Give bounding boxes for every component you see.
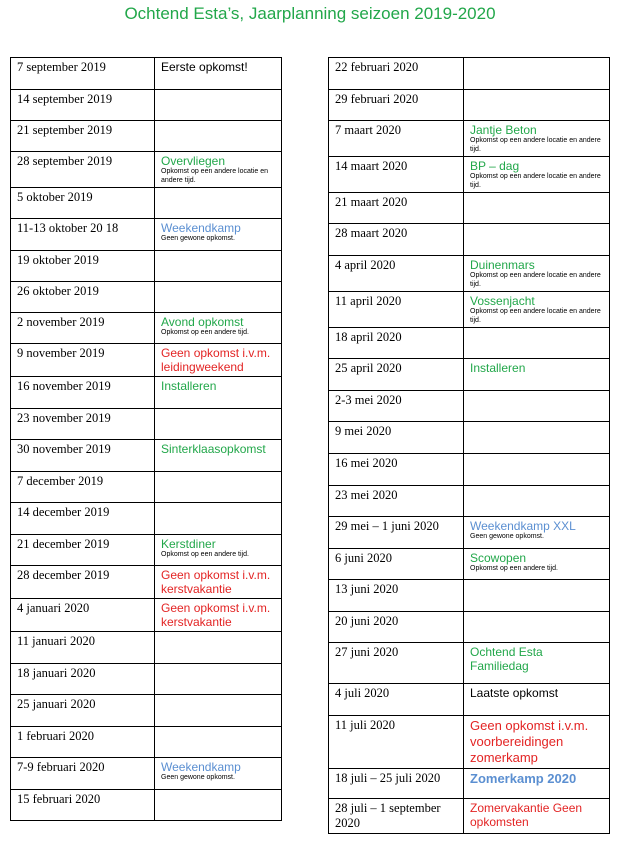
date-cell: 16 november 2019 [11,377,155,409]
date-cell: 2-3 mei 2020 [329,391,464,422]
table-row [11,219,282,251]
event-note: Opkomst op een andere locatie en andere tijd. [161,168,269,184]
table-row [11,152,282,188]
event-label: Zomerkamp 2020 [470,771,577,786]
date-cell: 18 januari 2020 [11,664,155,695]
table-row [329,643,610,684]
table-row [329,391,610,422]
date-cell: 28 december 2019 [11,566,155,599]
date-cell: 27 juni 2020 [329,643,464,684]
event-cell [155,790,282,821]
table-row [329,454,610,486]
table-row [11,790,282,821]
event-cell [464,799,610,834]
event-label: Weekendkamp XXL [470,519,576,533]
event-note: Geen gewone opkomst. [161,774,235,781]
event-cell [155,566,282,599]
event-cell [155,58,282,90]
event-cell [464,90,610,121]
event-cell [155,251,282,282]
event-label: Duinenmars [470,258,535,272]
event-note: Geen gewone opkomst. [161,235,235,242]
event-note: Opkomst op een andere tijd. [161,551,249,558]
event-label: Eerste opkomst! [161,60,248,74]
event-cell [155,152,282,188]
table-row [329,193,610,224]
date-cell: 11 januari 2020 [11,632,155,664]
event-label: Avond opkomst [161,315,244,329]
event-note: Opkomst op een andere tijd. [470,565,558,572]
table-row [329,224,610,256]
table-row [329,90,610,121]
date-cell: 4 april 2020 [329,256,464,292]
event-cell [464,224,610,256]
table-row [11,695,282,727]
event-label: Ochtend Esta Familiedag [470,645,543,673]
date-cell: 11-13 oktober 20 18 [11,219,155,251]
event-cell [155,632,282,664]
date-cell: 29 mei – 1 juni 2020 [329,517,464,549]
date-cell: 9 mei 2020 [329,422,464,454]
date-cell: 21 september 2019 [11,121,155,152]
date-cell: 2 november 2019 [11,313,155,344]
event-label: Zomervakantie Geen opkomsten [470,801,583,829]
table-row [11,377,282,409]
date-cell: 14 maart 2020 [329,157,464,193]
event-cell [464,121,610,157]
event-label: Vossenjacht [470,294,535,308]
event-label: Sinterklaasopkomst [161,442,266,456]
event-cell [464,716,610,769]
table-row [329,716,610,769]
date-cell: 16 mei 2020 [329,454,464,486]
table-row [11,758,282,790]
event-cell [155,758,282,790]
event-cell [464,684,610,716]
schedule-table-left [10,57,282,821]
table-row [11,344,282,377]
date-cell: 5 oktober 2019 [11,188,155,219]
table-row [329,580,610,612]
event-cell [155,695,282,727]
event-cell [464,612,610,643]
date-cell: 23 november 2019 [11,409,155,440]
event-cell [464,486,610,517]
event-label: Weekendkamp [161,760,241,774]
event-label: BP – dag [470,159,520,173]
table-row [11,727,282,758]
event-cell [155,188,282,219]
event-cell [464,328,610,359]
date-cell: 14 december 2019 [11,503,155,535]
event-cell [464,454,610,486]
event-label: Geen opkomst i.v.m. kerstvakantie [161,568,271,596]
event-cell [155,440,282,472]
event-cell [155,727,282,758]
event-cell [155,472,282,503]
event-label: Installeren [161,379,217,393]
date-cell: 25 januari 2020 [11,695,155,727]
date-cell: 29 februari 2020 [329,90,464,121]
event-note: Opkomst op een andere locatie en andere tijd. [470,137,601,153]
table-row [11,313,282,344]
table-row [329,486,610,517]
event-cell [464,422,610,454]
table-row [11,58,282,90]
date-cell: 4 januari 2020 [11,599,155,632]
page-title: Ochtend Esta’s, Jaarplanning seizoen 2019-2020 [124,4,496,23]
event-cell [464,643,610,684]
table-row [11,90,282,121]
date-cell: 18 april 2020 [329,328,464,359]
date-cell: 7-9 februari 2020 [11,758,155,790]
event-cell [464,769,610,799]
event-cell [155,313,282,344]
event-cell [155,664,282,695]
event-note: Opkomst op een andere locatie en andere tijd. [470,272,601,288]
date-cell: 28 september 2019 [11,152,155,188]
event-cell [464,256,610,292]
table-row [329,517,610,549]
date-cell: 20 juni 2020 [329,612,464,643]
event-cell [155,344,282,377]
table-row [11,251,282,282]
table-row [329,121,610,157]
date-cell: 18 juli – 25 juli 2020 [329,769,464,799]
event-label: Geen opkomst i.v.m. leidingweekend [161,346,271,374]
event-label: Overvliegen [161,154,226,168]
table-row [11,503,282,535]
table-row [11,409,282,440]
date-cell: 4 juli 2020 [329,684,464,716]
date-cell: 7 december 2019 [11,472,155,503]
table-row [11,664,282,695]
table-row [11,188,282,219]
table-row [329,256,610,292]
table-row [329,612,610,643]
table-row [11,282,282,313]
event-cell [155,90,282,121]
table-row [329,422,610,454]
event-label: Jantje Beton [470,123,537,137]
table-row [329,359,610,391]
event-cell [155,599,282,632]
event-cell [464,58,610,90]
date-cell: 15 februari 2020 [11,790,155,821]
date-cell: 26 oktober 2019 [11,282,155,313]
schedule-table-right [328,57,610,834]
event-cell [155,377,282,409]
event-cell [155,535,282,566]
event-label: Weekendkamp [161,221,241,235]
event-note: Opkomst op een andere locatie en andere tijd. [470,308,601,324]
date-cell: 7 september 2019 [11,58,155,90]
table-row [329,769,610,799]
table-row [11,599,282,632]
table-row [329,157,610,193]
date-cell: 1 februari 2020 [11,727,155,758]
table-row [11,566,282,599]
date-cell: 23 mei 2020 [329,486,464,517]
event-cell [155,409,282,440]
event-cell [464,157,610,193]
event-cell [464,359,610,391]
date-cell: 22 februari 2020 [329,58,464,90]
event-label: Installeren [470,361,526,375]
date-cell: 25 april 2020 [329,359,464,391]
date-cell: 21 maart 2020 [329,193,464,224]
event-cell [464,292,610,328]
event-label: Scowopen [470,551,527,565]
table-row [329,328,610,359]
table-row [329,58,610,90]
date-cell: 19 oktober 2019 [11,251,155,282]
event-cell [155,219,282,251]
event-note: Geen gewone opkomst. [470,533,544,540]
table-row [11,121,282,152]
date-cell: 13 juni 2020 [329,580,464,612]
date-cell: 30 november 2019 [11,440,155,472]
table-row [329,292,610,328]
date-cell: 21 december 2019 [11,535,155,566]
event-cell [155,503,282,535]
event-note: Opkomst op een andere tijd. [161,329,249,336]
event-label: Geen opkomst i.v.m. kerstvakantie [161,601,271,629]
table-row [329,799,610,834]
date-cell: 6 juni 2020 [329,549,464,580]
event-cell [464,193,610,224]
table-row [329,684,610,716]
date-cell: 7 maart 2020 [329,121,464,157]
date-cell: 28 juli – 1 september 2020 [329,799,464,834]
date-cell: 11 april 2020 [329,292,464,328]
table-row [11,440,282,472]
event-label: Laatste opkomst [470,686,559,700]
date-cell: 28 maart 2020 [329,224,464,256]
date-cell: 14 september 2019 [11,90,155,121]
event-cell [155,121,282,152]
event-cell [464,580,610,612]
date-cell: 9 november 2019 [11,344,155,377]
table-row [11,632,282,664]
date-cell: 11 juli 2020 [329,716,464,769]
table-row [11,472,282,503]
event-label: Geen opkomst i.v.m. voorbereidingen zomerkamp [470,718,589,765]
table-row [11,535,282,566]
event-cell [155,282,282,313]
event-cell [464,549,610,580]
event-label: Kerstdiner [161,537,216,551]
event-note: Opkomst op een andere locatie en andere tijd. [470,173,601,189]
event-cell [464,517,610,549]
table-row [329,549,610,580]
event-cell [464,391,610,422]
